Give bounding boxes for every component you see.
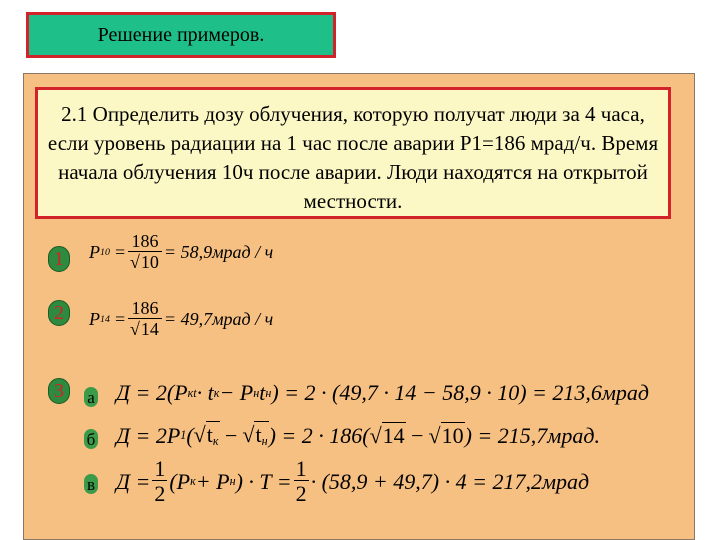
variant-a-badge bbox=[84, 387, 98, 407]
fa-rhs: ) = 2 · (49,7 · 14 − 58,9 · 10) = 213,6мрад bbox=[271, 380, 650, 405]
fc-num-1: 1 bbox=[154, 456, 166, 481]
fb-root-2: t bbox=[255, 422, 262, 447]
fc-plus: + P bbox=[195, 468, 230, 494]
fc-fraction-1 bbox=[152, 457, 167, 506]
fc-num-2: 1 bbox=[295, 456, 307, 481]
fc-mid: (P bbox=[169, 468, 191, 494]
fc-den-2: 2 bbox=[295, 481, 307, 507]
step-3-label: 3 bbox=[54, 380, 64, 402]
f1-lhs: P bbox=[89, 241, 100, 262]
formula-p10 bbox=[89, 232, 273, 273]
variant-v-badge bbox=[84, 474, 98, 494]
f2-lhs: P bbox=[89, 308, 100, 329]
solution-panel bbox=[23, 73, 695, 540]
variant-a-label: а bbox=[87, 388, 95, 407]
fa-mid-3: t bbox=[259, 380, 266, 405]
f1-lhs-sub: 10 bbox=[100, 246, 110, 258]
formula-p14 bbox=[89, 299, 273, 340]
fc-lhs: Д = bbox=[116, 468, 151, 494]
f2-fraction: $\frac{186}{√14}$ bbox=[128, 299, 162, 340]
fa-lhs: Д = 2(P bbox=[116, 380, 188, 405]
fc-fraction-2 bbox=[294, 457, 309, 506]
step-1-badge bbox=[48, 246, 70, 272]
title-text: Решение примеров. bbox=[97, 23, 265, 46]
f1-rhs: = 58,9мрад / ч bbox=[163, 241, 274, 262]
fb-open: ( bbox=[186, 422, 194, 448]
fa-sub-3: н bbox=[253, 385, 260, 400]
f2-eq: = bbox=[113, 308, 127, 329]
fc-rhs: · (58,9 + 49,7) · 4 = 217,2мрад bbox=[310, 468, 590, 494]
step-2-badge bbox=[48, 300, 70, 326]
fb-minus: − bbox=[223, 422, 239, 448]
f2-numerator: 186 bbox=[131, 298, 159, 318]
fb-root-2-sub: н bbox=[261, 434, 268, 449]
fb-root-1-sub: к bbox=[212, 434, 219, 449]
fc-mid-2: ) · T = bbox=[235, 468, 292, 494]
fa-mid-1: · t bbox=[196, 380, 214, 405]
fb-sub-1: 1 bbox=[180, 428, 187, 442]
task-statement bbox=[35, 87, 671, 219]
fc-den-1: 2 bbox=[154, 481, 166, 507]
fb-lhs: Д = 2P bbox=[116, 422, 181, 448]
formula-dose-a bbox=[116, 380, 649, 406]
f1-eq: = bbox=[113, 241, 127, 262]
f2-lhs-sub: 14 bbox=[100, 313, 110, 325]
fb-root-1: t bbox=[206, 422, 213, 447]
formula-dose-v bbox=[116, 457, 589, 506]
fb-mid: ) = 2 · 186( bbox=[268, 422, 370, 448]
fc-sub-2: н bbox=[229, 474, 236, 489]
fa-sub-1: кt bbox=[187, 385, 197, 400]
variant-b-badge bbox=[84, 429, 98, 449]
f1-radicand: 10 bbox=[140, 251, 159, 272]
title-banner bbox=[26, 12, 336, 58]
f2-rhs: = 49,7мрад / ч bbox=[163, 308, 274, 329]
step-3-badge bbox=[48, 378, 70, 404]
f1-fraction: $\frac{186}{√10}$ bbox=[128, 232, 162, 273]
formula-dose-b: Д = 2P 1 ( $√t_к$ − $√t_н$ ) = 2 · 186( √14 − √10 ) = 215,7мрад. bbox=[116, 422, 600, 449]
fa-sub-4: н bbox=[265, 385, 272, 400]
variant-v-label: в bbox=[86, 475, 96, 494]
step-2-label: 2 bbox=[54, 302, 64, 324]
fa-sub-2: к bbox=[213, 385, 220, 400]
fb-rhs: ) = 215,7мрад. bbox=[464, 422, 600, 448]
step-1-label: 1 bbox=[54, 248, 64, 270]
fb-root-3: 14 bbox=[382, 422, 405, 448]
fb-root-4: 10 bbox=[441, 422, 464, 448]
task-text: 2.1 Определить дозу облучения, которую получат люди за 4 часа, если уровень радиации на 1 час после аварии P1=186 мрад/ч. Время начала облучения 10ч после аварии. Люди находятся на открытой местности. bbox=[47, 102, 659, 213]
fa-mid-2: − P bbox=[219, 380, 254, 405]
fb-minus-2: − bbox=[409, 422, 425, 448]
f1-numerator: 186 bbox=[131, 231, 159, 251]
f2-radicand: 14 bbox=[140, 318, 159, 339]
fc-sub-1: к bbox=[190, 474, 196, 489]
variant-b-label: б bbox=[86, 430, 96, 449]
